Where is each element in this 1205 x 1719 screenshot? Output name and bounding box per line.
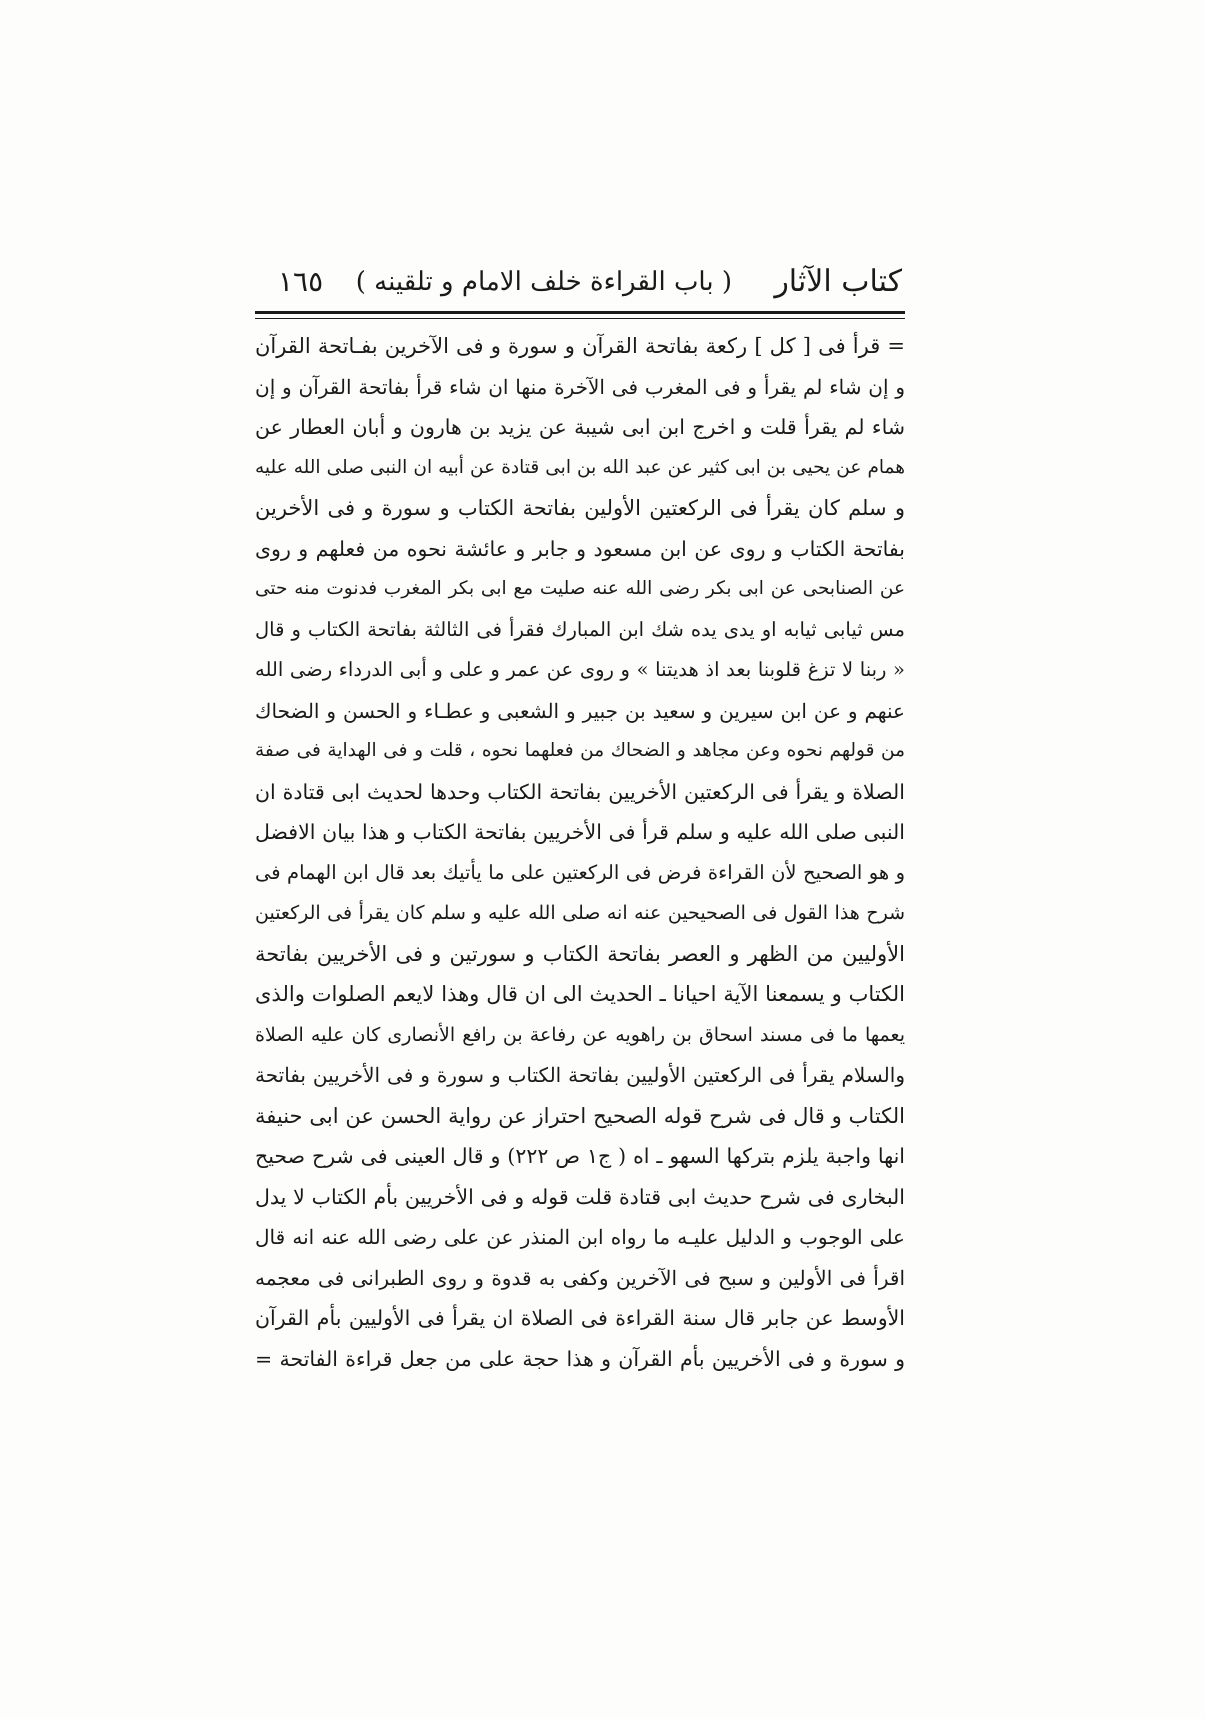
page-number: ١٦٥ [278, 265, 324, 298]
text-line: شرح هذا القول فى الصحيحين عنه انه صلى الله عليه و سلم كان يقرأ فى الركعتين [255, 902, 905, 924]
book-title: كتاب الآثار [774, 264, 902, 299]
text-line: و هو الصحيح لأن القراءة فرض فى الركعتين على ما يأتيك بعد قال ابن الهمام فى [255, 860, 905, 884]
body-text [255, 326, 905, 1379]
text-line: عن الصنابحى عن ابى بكر رضى الله عنه صليت مع ابى بكر المغرب فدنوت منه حتى [255, 578, 905, 599]
text-line: و سورة و فى الأخريين بأم القرآن و هذا حجة على من جعل قراءة الفاتحة = [255, 1346, 905, 1371]
text-line: و سلم كان يقرأ فى الركعتين الأولين بفاتحة الكتاب و سورة و فى الأخرين [255, 496, 905, 520]
text-line: مس ثيابى ثيابه او يدى يده شك ابن المبارك فقرأ فى الثالثة بفاتحة الكتاب و قال [255, 617, 905, 641]
text-line: يعمها ما فى مسند اسحاق بن راهويه عن رفاعة بن رافع الأنصارى كان عليه الصلاة [255, 1023, 905, 1046]
running-header [258, 262, 902, 312]
text-line: الأوسط عن جابر قال سنة القراءة فى الصلاة ان يقرأ فى الأوليين بأم القرآن [255, 1306, 905, 1330]
text-line: والسلام يقرأ فى الركعتين الأوليين بفاتحة الكتاب و سورة و فى الأخريين بفاتحة [255, 1063, 905, 1087]
text-line: الكتاب و قال فى شرح قوله الصحيح احتراز عن رواية الحسن عن ابى حنيفة [255, 1103, 905, 1128]
text-line: البخارى فى شرح حديث ابى قتادة قلت قوله و فى الأخريين بأم الكتاب لا يدل [255, 1184, 905, 1209]
text-line: = قرأ فى [ كل ] ركعة بفاتحة القرآن و سورة و فى الآخرين بفـاتحة القرآن [255, 334, 905, 358]
header-rule-thick [255, 311, 905, 314]
text-line: انها واجبة يلزم بتركها السهو ـ اه ( ج١ ص ٢٢٢) و قال العينى فى شرح صحيح [255, 1144, 905, 1168]
text-line: شاء لم يقرأ قلت و اخرج ابن ابى شيبة عن يزيد بن هارون و أبان العطار عن [255, 415, 905, 439]
text-line: عنهم و عن ابن سيرين و سعيد بن جبير و الشعبى و عطـاء و الحسن و الضحاك [255, 698, 905, 723]
text-line: على الوجوب و الدليل عليـه ما رواه ابن المنذر عن على رضى الله عنه انه قال [255, 1225, 905, 1249]
text-line: و إن شاء لم يقرأ و فى المغرب فى الآخرة منها ان شاء قرأ بفاتحة القرآن و إن [255, 374, 905, 399]
text-line: الصلاة و يقرأ فى الركعتين الأخريين بفاتحة الكتاب وحدها لحديث ابى قتادة ان [255, 779, 905, 804]
header-rule-thin [255, 318, 905, 319]
text-line: « ربنا لا تزغ قلوبنا بعد اذ هديتنا » و روى عن عمر و على و أبى الدرداء رضى الله [255, 658, 905, 681]
chapter-title: ( باب القراءة خلف الامام و تلقينه ) [355, 267, 732, 297]
text-line: من قولهم نحوه وعن مجاهد و الضحاك من فعلهما نحوه ، قلت و فى الهداية فى صفة [255, 740, 905, 761]
text-line: النبى صلى الله عليه و سلم قرأ فى الأخريين بفاتحة الكتاب و هذا بيان الافضل [255, 820, 905, 844]
text-line: الكتاب و يسمعنا الآية احيانا ـ الحديث الى ان قال وهذا لايعم الصلوات والذى [255, 982, 905, 1006]
text-line: بفاتحة الكتاب و روى عن ابن مسعود و جابر و عائشة نحوه من فعلهم و روى [255, 536, 905, 561]
text-line: الأوليين من الظهر و العصر بفاتحة الكتاب و سورتين و فى الأخريين بفاتحة [255, 941, 905, 966]
text-line: همام عن يحيى بن ابى كثير عن عبد الله بن ابى قتادة عن أبيه ان النبى صلى الله عليه [255, 456, 905, 478]
text-line: اقرأ فى الأولين و سبح فى الآخرين وكفى به قدوة و روى الطبرانى فى معجمه [255, 1265, 905, 1290]
